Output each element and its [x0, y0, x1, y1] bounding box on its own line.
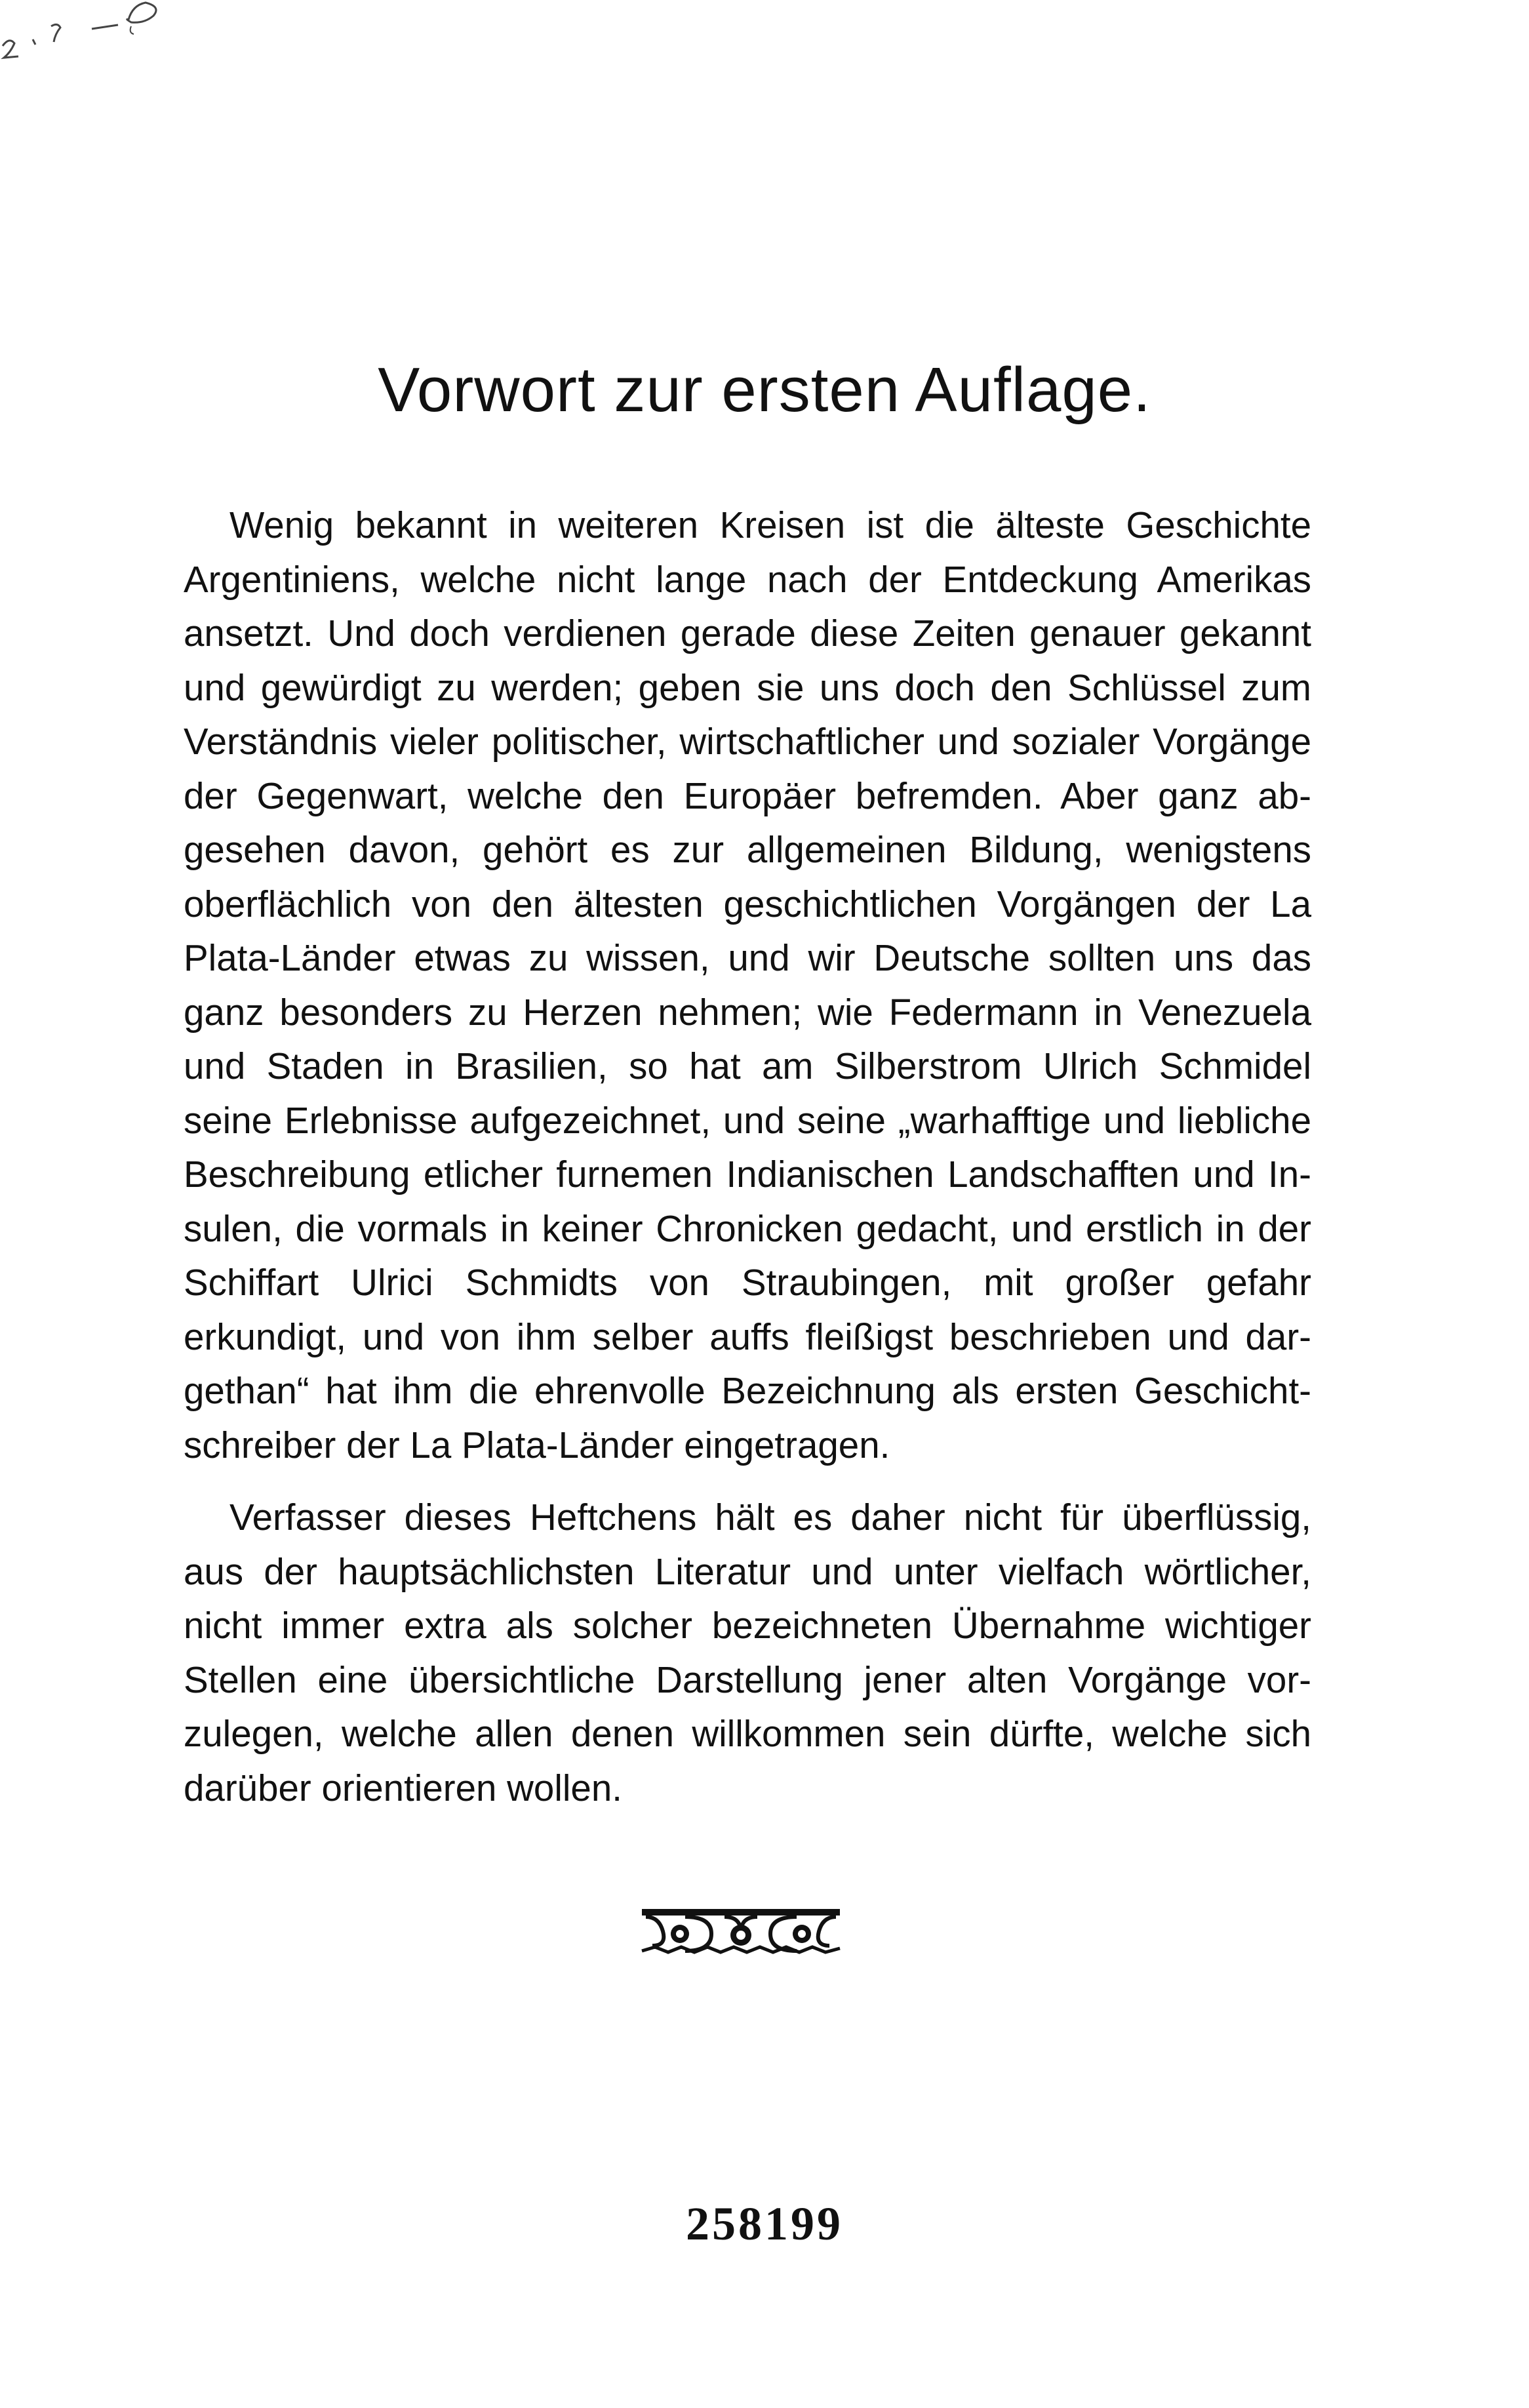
body-text [184, 498, 1311, 1834]
library-accession-number: 258199 [686, 2197, 843, 2250]
page-title: Vorwort zur ersten Auflage. [378, 355, 1151, 425]
paragraph: Wenig bekannt in weiteren Kreisen ist die älteste Geschichte Argentiniens, welche nicht lange nach der Entdeckung Amerikas ansetzt. Und doch verdienen gerade diese Zeiten genauer gekannt und gewürdigt zu werden; geben sie uns doch den Schlüssel zum Verständnis vieler politischer, wirtschaftlicher und sozialer Vorgänge der Gegenwart, welche den Europäer befremden. Aber ganz abgesehen davon, gehört es zur allgemeinen Bildung, wenigstens oberflächlich von den ältesten geschichtlichen Vorgängen der La Plata-Länder etwas zu wissen, und wir Deutsche sollten uns das ganz besonders zu Herzen nehmen; wie Federmann in Venezuela und Staden in Brasilien, so hat am Silberstrom Ulrich Schmidel seine Erlebnisse aufgezeichnet, und seine „warhafftige und liebliche Beschreibung etlicher furnemen Indianischen Landschafften und Insulen, die vormals in keiner Chronicken gedacht, und erstlich in der Schiffart Ulrici Schmidts von Straubingen, mit großer gefahr erkundigt, und von ihm selber auffs fleißigst beschrieben und dargethan“ hat ihm die ehrenvolle Bezeichnung als ersten Geschichtschreiber der La Plata-Länder eingetragen. [184, 504, 1311, 1466]
paragraph: Verfasser dieses Heftchens hält es daher nicht für überflüssig, aus der hauptsächlichsten Literatur und unter vielfach wörtlicher, nicht immer extra als solcher bezeichneten Übernahme wichtiger Stellen eine übersichtliche Darstellung jener alten Vorgänge vorzulegen, welche allen denen willkommen sein dürfte, welche sich darüber orientieren wollen. [184, 1496, 1311, 1809]
pencil-annotation-icon [0, 0, 170, 72]
decorative-vignette-icon [639, 1905, 843, 1957]
